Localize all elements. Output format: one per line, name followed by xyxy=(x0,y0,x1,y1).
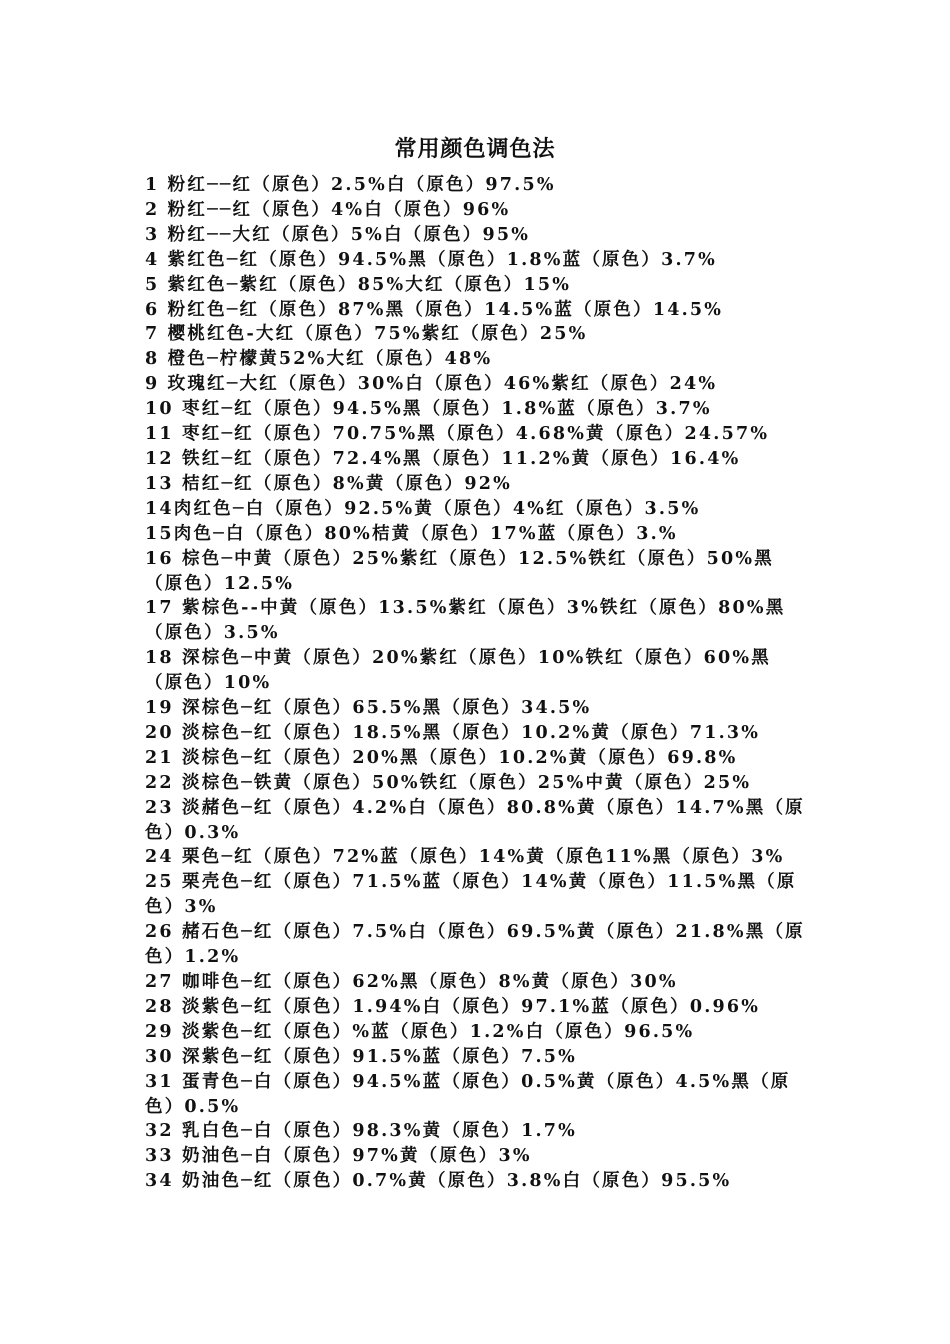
list-item: 6 粉红色─红（原色）87%黑（原色）14.5%蓝（原色）14.5% xyxy=(145,299,724,320)
list-item: 16 棕色─中黄（原色）25%紫红（原色）12.5%铁红（原色）50%黑（原色）12.5% xyxy=(145,548,774,594)
list-item: 9 玫瑰红─大红（原色）30%白（原色）46%紫红（原色）24% xyxy=(145,374,718,395)
list-item: 8 橙色─柠檬黄52%大红（原色）48% xyxy=(145,349,493,370)
list-item: 17 紫棕色--中黄（原色）13.5%紫红（原色）3%铁红（原色）80%黑（原色）3.5% xyxy=(145,598,786,644)
list-item: 29 淡紫色─红（原色）%蓝（原色）1.2%白（原色）96.5% xyxy=(145,1021,695,1042)
list-item: 34 奶油色─红（原色）0.7%黄（原色）3.8%白（原色）95.5% xyxy=(145,1171,732,1192)
list-item: 18 深棕色─中黄（原色）20%紫红（原色）10%铁红（原色）60%黑（原色）10% xyxy=(145,648,771,694)
list-item: 27 咖啡色─红（原色）62%黑（原色）8%黄（原色）30% xyxy=(145,972,678,992)
list-item: 21 淡棕色─红（原色）20%黑（原色）10.2%黄（原色）69.8% xyxy=(145,747,738,768)
list-item: 25 栗壳色─红（原色）71.5%蓝（原色）14%黄（原色）11.5%黑（原色）3% xyxy=(145,872,797,918)
list-item: 15肉色─白（原色）80%桔黄（原色）17%蓝（原色）3.% xyxy=(145,523,678,544)
list-item: 3 粉红──大红（原色）5%白（原色）95% xyxy=(145,224,531,245)
list-item: 30 深紫色─红（原色）91.5%蓝（原色）7.5% xyxy=(145,1046,578,1067)
list-item: 12 铁红─红（原色）72.4%黑（原色）11.2%黄（原色）16.4% xyxy=(145,448,741,469)
list-item: 19 深棕色─红（原色）65.5%黑（原色）34.5% xyxy=(145,698,592,719)
list-item: 10 枣红─红（原色）94.5%黑（原色）1.8%蓝（原色）3.7% xyxy=(145,399,712,420)
list-item: 20 淡棕色─红（原色）18.5%黑（原色）10.2%黄（原色）71.3% xyxy=(145,722,761,743)
list-item: 28 淡紫色─红（原色）1.94%白（原色）97.1%蓝（原色）0.96% xyxy=(145,996,761,1017)
list-item: 23 淡赭色─红（原色）4.2%白（原色）80.8%黄（原色）14.7%黑（原色）0.3% xyxy=(145,797,805,843)
list-item: 24 栗色─红（原色）72%蓝（原色）14%黄（原色11%黑（原色）3% xyxy=(145,847,785,868)
list-item: 32 乳白色─白（原色）98.3%黄（原色）1.7% xyxy=(145,1121,578,1142)
list-item: 13 桔红─红（原色）8%黄（原色）92% xyxy=(145,473,512,494)
list-item: 2 粉红──红（原色）4%白（原色）96% xyxy=(145,199,511,220)
list-item: 31 蛋青色─白（原色）94.5%蓝（原色）0.5%黄（原色）4.5%黑（原色）0.5% xyxy=(145,1071,791,1117)
list-item: 22 淡棕色─铁黄（原色）50%铁红（原色）25%中黄（原色）25% xyxy=(145,772,752,793)
list-item: 33 奶油色─白（原色）97%黄（原色）3% xyxy=(145,1146,532,1167)
list-item: 5 紫红色─紫红（原色）85%大红（原色）15% xyxy=(145,274,572,295)
page-title: 常用颜色调色法 xyxy=(394,137,556,162)
list-item: 11 枣红─红（原色）70.75%黑（原色）4.68%黄（原色）24.57% xyxy=(145,424,770,445)
color-recipe-list xyxy=(145,173,810,1194)
list-item: 1 粉红──红（原色）2.5%白（原色）97.5% xyxy=(145,175,556,195)
list-item: 26 赭石色─红（原色）7.5%白（原色）69.5%黄（原色）21.8%黑（原色）1.2% xyxy=(145,922,805,968)
list-item: 4 紫红色─红（原色）94.5%黑（原色）1.8%蓝（原色）3.7% xyxy=(145,249,718,270)
list-item: 14肉红色─白（原色）92.5%黄（原色）4%红（原色）3.5% xyxy=(145,498,701,519)
list-item: 7 樱桃红色-大红（原色）75%紫红（原色）25% xyxy=(145,324,588,345)
